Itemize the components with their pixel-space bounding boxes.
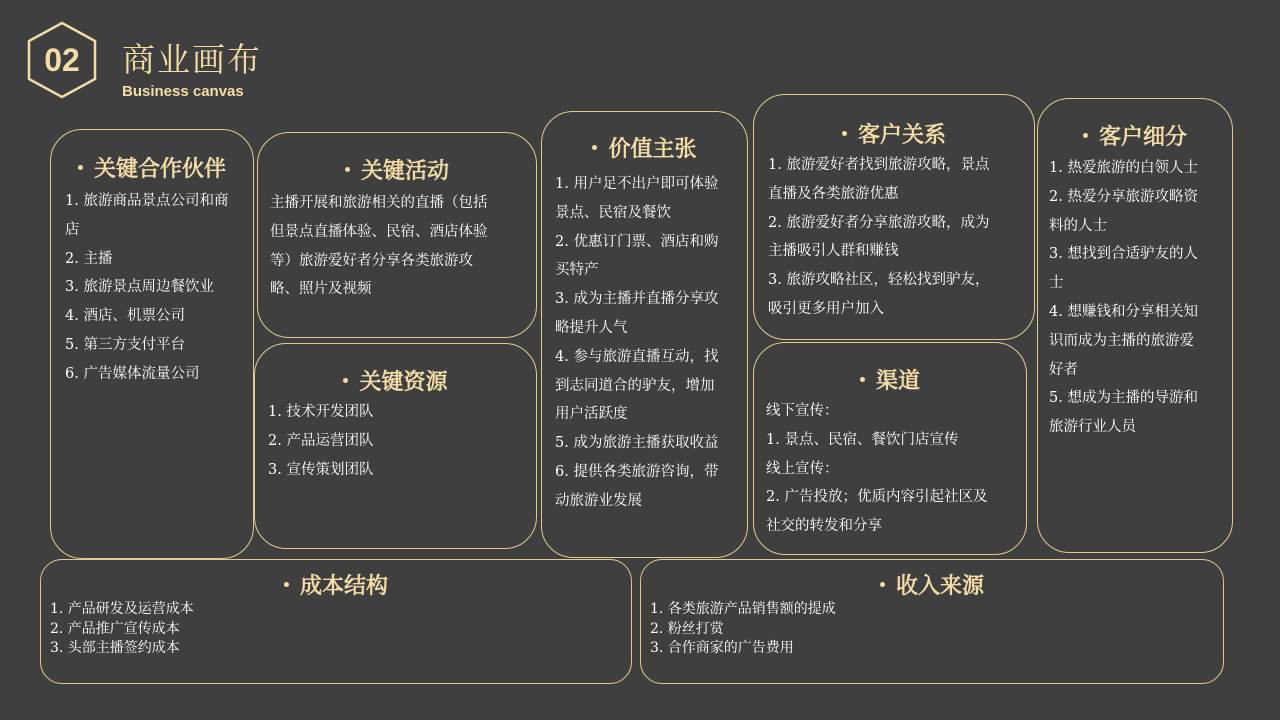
list-item: 1. 景点、民宿、餐饮门店宣传 (766, 431, 959, 448)
list-item: 景点、民宿及餐饮 (555, 204, 671, 221)
list-item: 店 (65, 221, 80, 238)
list-item: 3. 旅游攻略社区，轻松找到驴友， (768, 272, 990, 289)
list-item: 2. 广告投放；优质内容引起社区及 (766, 489, 988, 506)
list-item: 2. 粉丝打赏 (650, 620, 724, 637)
revenue-streams-box (640, 559, 1224, 684)
cost-structure-heading (41, 568, 631, 600)
bullet-dot-icon (880, 582, 885, 587)
list-item: 2. 旅游爱好者分享旅游攻略，成为 (768, 214, 990, 231)
channels-box (753, 342, 1027, 555)
key-resources-body (255, 398, 536, 484)
bullet-dot-icon (592, 145, 597, 150)
list-item: 直播及各类旅游优惠 (768, 185, 899, 202)
channels-title: 渠道 (875, 368, 920, 394)
list-item: 主播开展和旅游相关的直播（包括 (270, 195, 488, 211)
cost-structure-body (41, 600, 631, 659)
customer-segments-heading (1038, 117, 1232, 153)
list-item: 料的人士 (1049, 217, 1107, 234)
list-item: 4. 参与旅游直播互动，找 (555, 348, 719, 365)
list-item: 5. 第三方支付平台 (65, 336, 185, 353)
value-proposition-box (541, 111, 748, 558)
list-item: 2. 产品推广宣传成本 (50, 620, 180, 637)
key-activities-heading (258, 151, 536, 187)
bullet-dot-icon (860, 377, 865, 382)
customer-relationships-title: 客户关系 (857, 122, 946, 148)
list-item: 6. 提供各类旅游咨询，带 (555, 463, 719, 480)
list-item: 4. 想赚钱和分享相关知 (1049, 303, 1198, 320)
list-item: 但景点直播体验、民宿、酒店体验 (270, 223, 488, 240)
customer-relationships-body (754, 151, 1034, 324)
list-item: 等）旅游爱好者分享各类旅游攻 (270, 252, 473, 269)
list-item: 2. 主播 (65, 250, 113, 267)
value-proposition-heading (542, 128, 747, 166)
list-item: 3. 合作商家的广告费用 (650, 640, 794, 656)
page-title: 商业画布 (122, 40, 262, 79)
customer-relationships-heading (754, 115, 1034, 151)
bullet-dot-icon (842, 131, 847, 136)
key-partners-title: 关键合作伙伴 (93, 156, 226, 182)
list-item: 社交的转发和分享 (766, 518, 882, 535)
value-proposition-title: 价值主张 (608, 136, 697, 162)
cost-structure-title: 成本结构 (299, 573, 388, 599)
list-item: 买特产 (555, 262, 599, 279)
list-item: 士 (1049, 275, 1064, 292)
key-resources-heading (255, 362, 536, 398)
key-partners-body (51, 187, 253, 389)
key-partners-box (50, 129, 254, 559)
list-item: 1. 用户足不出户即可体验 (555, 176, 719, 192)
key-resources-box (254, 343, 537, 549)
list-item: 1. 产品研发及运营成本 (50, 601, 194, 617)
channels-body (754, 397, 1026, 541)
list-item: 到志同道合的驴友，增加 (555, 377, 715, 394)
key-partners-heading (51, 149, 253, 185)
bullet-dot-icon (345, 167, 350, 172)
key-activities-body (258, 189, 536, 304)
list-item: 主播吸引人群和赚钱 (768, 243, 899, 260)
list-item: 1. 热爱旅游的白领人士 (1049, 160, 1198, 176)
bullet-dot-icon (284, 582, 289, 587)
key-activities-box (257, 132, 537, 338)
list-item: 好者 (1049, 361, 1078, 378)
list-item: 1. 旅游商品景点公司和商 (65, 193, 229, 209)
customer-relationships-box (753, 94, 1035, 340)
cost-structure-box (40, 559, 632, 684)
list-item: 4. 酒店、机票公司 (65, 308, 185, 325)
list-item: 识而成为主播的旅游爱 (1049, 332, 1194, 349)
bullet-dot-icon (78, 165, 83, 170)
list-item: 1. 各类旅游产品销售额的提成 (650, 601, 836, 617)
revenue-streams-title: 收入来源 (895, 573, 984, 599)
section-number: 02 (44, 41, 80, 78)
list-item: 6. 广告媒体流量公司 (65, 365, 200, 382)
list-item: 线上宣传： (766, 460, 839, 477)
customer-segments-body (1038, 154, 1232, 442)
list-item: 1. 旅游爱好者找到旅游攻略，景点 (768, 157, 990, 173)
list-item: 2. 产品运营团队 (268, 432, 374, 449)
page-subtitle: Business canvas (122, 83, 244, 100)
list-item: 3. 旅游景点周边餐饮业 (65, 279, 214, 296)
list-item: 吸引更多用户加入 (768, 300, 884, 317)
bullet-dot-icon (343, 378, 348, 383)
list-item: 5. 想成为主播的导游和 (1049, 390, 1198, 407)
list-item: 略提升人气 (555, 319, 628, 336)
list-item: 动旅游业发展 (555, 492, 642, 509)
list-item: 略、照片及视频 (270, 281, 372, 298)
list-item: 3. 想找到合适驴友的人 (1049, 246, 1198, 263)
list-item: 用户活跃度 (555, 406, 628, 423)
customer-segments-title: 客户细分 (1098, 124, 1187, 150)
revenue-streams-heading (641, 568, 1223, 600)
channels-heading (754, 361, 1026, 397)
section-number-badge (26, 20, 98, 100)
value-proposition-body (542, 170, 747, 516)
list-item: 3. 成为主播并直播分享攻 (555, 291, 719, 308)
key-activities-title: 关键活动 (360, 158, 449, 184)
bullet-dot-icon (1083, 133, 1088, 138)
customer-segments-box (1037, 98, 1233, 553)
list-item: 旅游行业人员 (1049, 419, 1136, 436)
list-item: 线下宣传： (766, 403, 839, 419)
list-item: 1. 技术开发团队 (268, 404, 374, 420)
list-item: 3. 头部主播签约成本 (50, 640, 180, 656)
key-resources-title: 关键资源 (359, 369, 448, 395)
revenue-streams-body (641, 600, 1223, 659)
list-item: 5. 成为旅游主播获取收益 (555, 435, 719, 452)
list-item: 2. 热爱分享旅游攻略资 (1049, 188, 1198, 205)
list-item: 2. 优惠订门票、酒店和购 (555, 233, 719, 250)
list-item: 3. 宣传策划团队 (268, 461, 374, 478)
